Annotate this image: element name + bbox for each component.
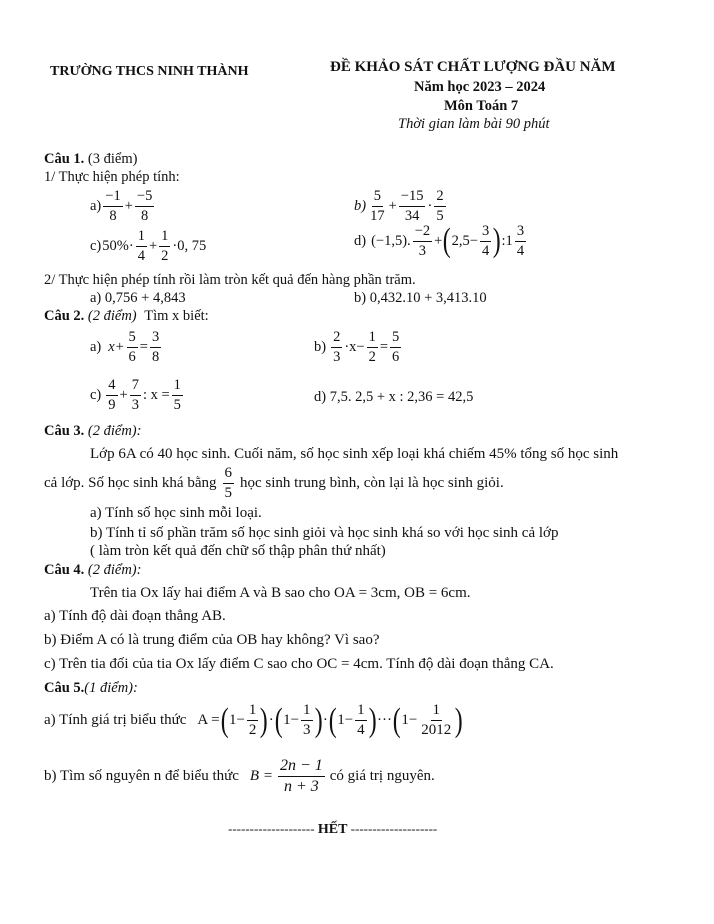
fraction: $\frac{2}{5}$ bbox=[436, 188, 444, 224]
fraction: $\frac{6}{5}$ bbox=[224, 465, 232, 501]
q5-a: a) Tính giá trị biểu thức A = ( 1− $\frac{1}{2}$ ) · ( 1− $\frac{1}{3}$ ) · ( 1− $\frac{1}{4}$ ) ··· ( 1− $\frac{1}{2012}$ ) bbox=[44, 701, 463, 739]
q5-b-text: b) Tìm số nguyên n để biểu thức bbox=[44, 768, 239, 784]
q2-b: b) $\frac{2}{3}$ ·x− $\frac{1}{2}$ = $\frac{5}{6}$ bbox=[314, 329, 400, 365]
paren-open: ( bbox=[220, 701, 229, 739]
q1-a-label: a) bbox=[90, 197, 102, 214]
q2-a-label: a) bbox=[90, 338, 102, 355]
fraction: $\frac{1}{4}$ bbox=[357, 702, 365, 738]
paren-close: ) bbox=[454, 701, 463, 739]
paren-open: ( bbox=[443, 222, 451, 259]
q1-d: d) (−1,5). $\frac{-2}{3}$ + ( 2,5− $\frac{3}{4}$ ) :1 $\frac{3}{4}$ bbox=[354, 222, 525, 259]
fraction: $\frac{1}{5}$ bbox=[173, 377, 181, 413]
fraction: $\frac{2n - 1}{n + 3}$ bbox=[279, 757, 323, 795]
paren-close: ) bbox=[492, 222, 501, 259]
fraction: $\frac{5}{6}$ bbox=[392, 329, 400, 365]
q3-para2: cả lớp. Số học sinh khá bằng $\frac{6}{5}$ học sinh trung bình, còn lại là học sinh giỏi. bbox=[44, 465, 504, 501]
q2-a: a) x+ $\frac{5}{6}$ = $\frac{3}{8}$ bbox=[90, 329, 160, 365]
q1-c: c) 50%· $\frac{1}{4}$ + $\frac{1}{2}$ ·0, 75 bbox=[90, 228, 207, 264]
q4-b: b) Điểm A có là trung điểm của OB hay không? Vì sao? bbox=[44, 632, 380, 648]
school-name: TRƯỜNG THCS NINH THÀNH bbox=[50, 64, 249, 79]
fraction: $\frac{3}{4}$ bbox=[481, 223, 490, 259]
q2-b-label: b) bbox=[314, 338, 327, 355]
q1-part1: 1/ Thực hiện phép tính: bbox=[44, 169, 180, 185]
fraction: $\frac{-1}{8}$ bbox=[105, 188, 121, 224]
q4-heading bbox=[44, 562, 141, 579]
q1-d-label: d) bbox=[354, 232, 367, 249]
fraction: $\frac{1}{2}$ bbox=[161, 228, 169, 264]
q1-b-label: b) bbox=[354, 197, 367, 214]
q4-c: c) Trên tia đối của tia Ox lấy điểm C sao cho OC = 4cm. Tính độ dài đoạn thẳng CA. bbox=[44, 656, 554, 672]
fraction: $\frac{5}{6}$ bbox=[128, 329, 136, 365]
fraction: $\frac{5}{17}$ bbox=[370, 188, 385, 224]
paren-close: ) bbox=[368, 701, 377, 739]
q1-part2: 2/ Thực hiện phép tính rồi làm tròn kết quả đến hàng phần trăm. bbox=[44, 272, 416, 288]
paren-close: ) bbox=[260, 701, 269, 739]
q3-a: a) Tính số học sinh mỗi loại. bbox=[90, 505, 262, 521]
q3-points: (2 điểm): bbox=[87, 423, 142, 439]
q5-title: Câu 5. bbox=[44, 680, 85, 696]
fraction: $\frac{1}{2}$ bbox=[368, 329, 376, 365]
q3-para1: Lớp 6A có 40 học sinh. Cuối năm, số học sinh xếp loại khá chiếm 45% tổng số học sinh bbox=[90, 446, 619, 462]
q1-b: b) $\frac{5}{17}$ + $\frac{-15}{34}$ · $\frac{2}{5}$ bbox=[354, 188, 444, 224]
q3-heading bbox=[44, 423, 141, 440]
q2-heading bbox=[44, 308, 209, 325]
duration: Thời gian làm bài 90 phút bbox=[398, 116, 550, 132]
q1-part2-a: a) 0,756 + 4,843 bbox=[90, 290, 186, 306]
q2-instruction: Tìm x biết: bbox=[144, 308, 209, 324]
fraction: $\frac{3}{8}$ bbox=[151, 329, 160, 365]
q1-a: a) $\frac{-1}{8}$ + $\frac{-5}{8}$ bbox=[90, 188, 153, 224]
q1-points: (3 điểm) bbox=[87, 151, 138, 167]
paren-open: ( bbox=[328, 701, 337, 739]
fraction: $\frac{-2}{3}$ bbox=[414, 223, 431, 259]
q4-points: (2 điểm): bbox=[87, 562, 142, 578]
q4-title: Câu 4. bbox=[44, 562, 85, 578]
paren-close: ) bbox=[314, 701, 323, 739]
paren-open: ( bbox=[392, 701, 401, 739]
q2-points: (2 điểm) bbox=[87, 308, 137, 324]
q5-a-text: a) Tính giá trị biểu thức bbox=[44, 712, 187, 728]
paren-open: ( bbox=[274, 701, 283, 739]
q5-heading bbox=[44, 680, 138, 697]
q5-b: b) Tìm số nguyên n để biểu thức B = $\frac{2n - 1}{n + 3}$ có giá trị nguyên. bbox=[44, 757, 435, 795]
q1-heading bbox=[44, 151, 137, 168]
fraction: $\frac{1}{3}$ bbox=[303, 702, 311, 738]
end-word: HẾT bbox=[317, 822, 348, 837]
q3-b-note: ( làm tròn kết quả đến chữ số thập phân thứ nhất) bbox=[90, 543, 386, 559]
fraction: $\frac{1}{2012}$ bbox=[421, 702, 452, 738]
q3-b: b) Tính tỉ số phần trăm số học sinh giỏi và học sinh khá so với học sinh cả lớp bbox=[90, 525, 559, 541]
q2-c-label: c) bbox=[90, 386, 102, 403]
q1-c-label: c) bbox=[90, 237, 102, 254]
q4-intro: Trên tia Ox lấy hai điểm A và B sao cho OA = 3cm, OB = 6cm. bbox=[90, 585, 471, 601]
school-year: Năm học 2023 – 2024 bbox=[414, 79, 546, 95]
fraction: $\frac{-15}{34}$ bbox=[400, 188, 424, 224]
subject: Môn Toán 7 bbox=[444, 98, 519, 114]
q4-a: a) Tính độ dài đoạn thẳng AB. bbox=[44, 608, 226, 624]
q5-points: (1 điểm): bbox=[84, 680, 138, 696]
fraction: $\frac{4}{9}$ bbox=[108, 377, 116, 413]
q3-title: Câu 3. bbox=[44, 423, 85, 439]
fraction: $\frac{-5}{8}$ bbox=[136, 188, 153, 224]
fraction: $\frac{7}{3}$ bbox=[131, 377, 139, 413]
q2-title: Câu 2. bbox=[44, 308, 85, 324]
fraction: $\frac{3}{4}$ bbox=[516, 223, 525, 259]
fraction: $\frac{1}{4}$ bbox=[137, 228, 145, 264]
end-marker: -------------------- HẾT -------------------- bbox=[228, 821, 438, 837]
fraction: $\frac{2}{3}$ bbox=[333, 329, 341, 365]
q1-title: Câu 1. bbox=[44, 151, 85, 167]
q2-d: d) 7,5. 2,5 + x : 2,36 = 42,5 bbox=[314, 389, 474, 405]
q2-c: c) $\frac{4}{9}$ + $\frac{7}{3}$ : x = $\frac{1}{5}$ bbox=[90, 377, 181, 413]
fraction: $\frac{1}{2}$ bbox=[248, 702, 257, 738]
q1-part2-b: b) 0,432.10 + 3,413.10 bbox=[354, 290, 487, 306]
exam-title: ĐỀ KHẢO SÁT CHẤT LƯỢNG ĐẦU NĂM bbox=[330, 59, 616, 75]
